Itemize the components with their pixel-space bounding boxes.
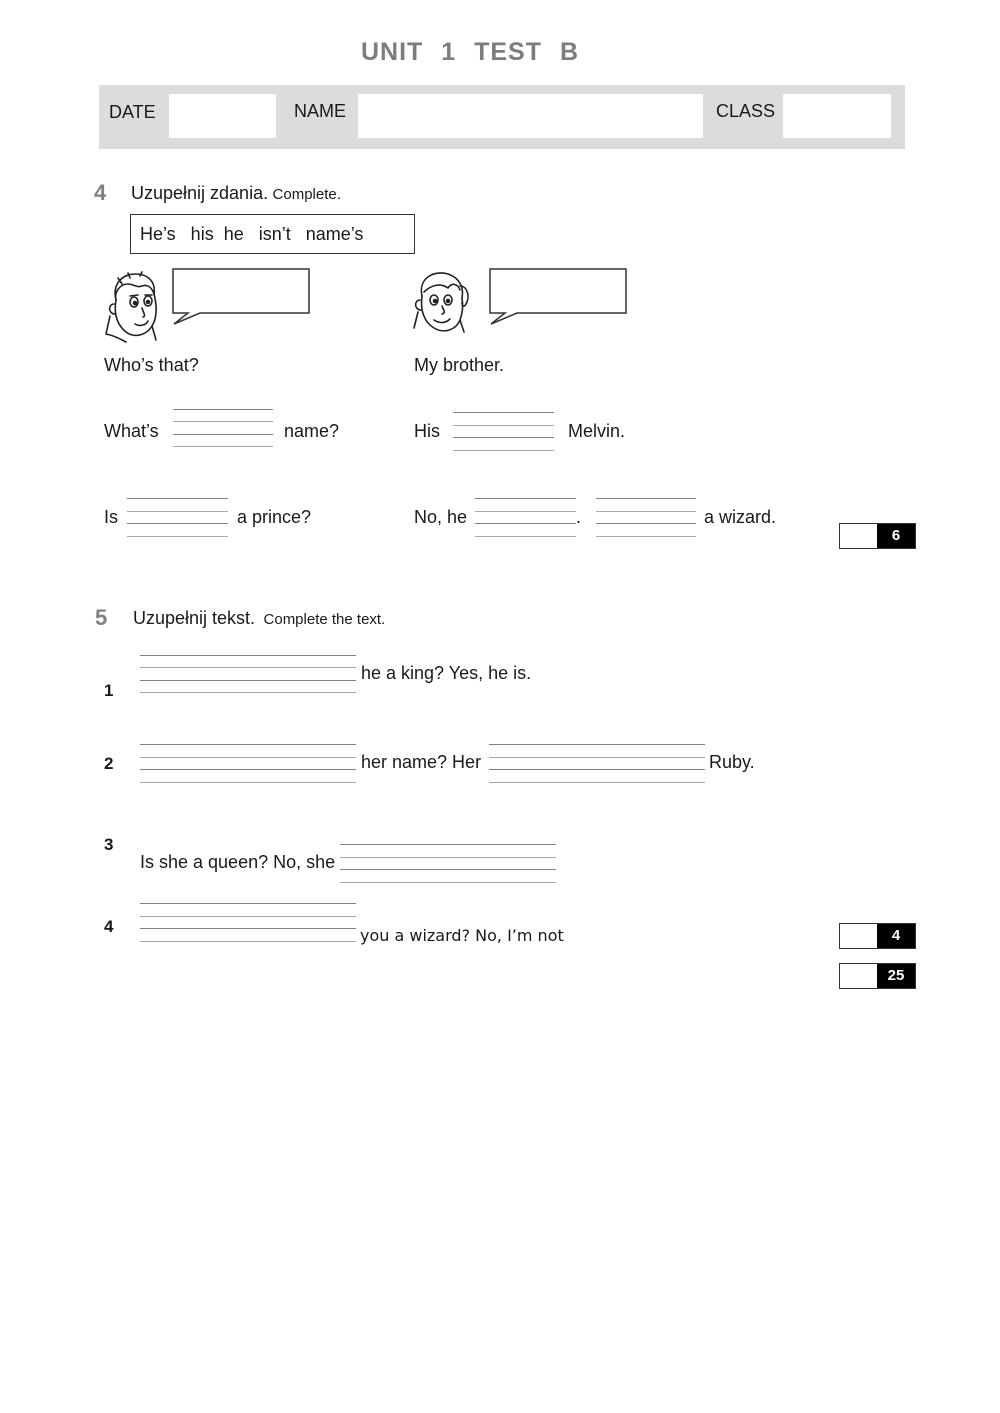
section-5-instruction-en: Complete the text. [263, 611, 386, 628]
name-label: NAME [294, 101, 347, 121]
answer-3-dot: . [576, 507, 582, 527]
item-number: 4 [104, 917, 114, 936]
section-5-instruction-pl: Uzupełnij tekst. [133, 608, 256, 628]
item-number: 3 [104, 835, 114, 854]
question-2-start: What’s [104, 421, 159, 441]
class-field[interactable] [783, 94, 891, 138]
answer-1: My brother. [414, 355, 505, 375]
item-2-text-end: Ruby. [709, 752, 755, 772]
class-label: CLASS [716, 101, 776, 121]
section-4-number: 4 [94, 180, 107, 205]
item-2-text-mid: her name? Her [361, 752, 482, 772]
boy-face-icon [102, 270, 164, 344]
answer-3-start: No, he [414, 507, 468, 527]
section-4-instruction-pl: Uzupełnij zdania. [131, 183, 269, 203]
answer-2-end: Melvin. [568, 421, 626, 441]
answer-2-start: His [414, 421, 440, 441]
item-3-text: Is she a queen? No, she [140, 852, 336, 872]
item-number: 1 [104, 681, 114, 700]
total-max: 25 [877, 964, 915, 988]
score-entry-field[interactable] [840, 524, 877, 548]
question-1: Who’s that? [104, 355, 199, 375]
date-field[interactable] [169, 94, 276, 138]
section-5-instruction [133, 608, 385, 629]
total-entry-field[interactable] [840, 964, 877, 988]
speech-bubble-icon [487, 267, 629, 327]
total-score-box [839, 963, 916, 989]
name-field[interactable] [358, 94, 703, 138]
question-2-end: name? [284, 421, 340, 441]
item-number: 2 [104, 754, 114, 773]
section-5-score-box [839, 923, 916, 949]
item-4-text: you a wizard? No, I’m not [360, 926, 564, 945]
speech-bubble-icon [170, 267, 312, 327]
section-4-instruction-en: Complete. [272, 186, 341, 203]
blank-a3-2[interactable] [596, 496, 696, 538]
score-max: 6 [877, 524, 915, 548]
girl-face-icon [410, 268, 474, 336]
page-title: UNIT 1 TEST B [360, 38, 579, 66]
score-entry-field[interactable] [840, 924, 877, 948]
blank-a3-1[interactable] [475, 496, 576, 538]
blank-q2[interactable] [173, 408, 273, 448]
blank-item-4[interactable] [140, 901, 356, 943]
date-label: DATE [109, 102, 156, 122]
section-4-instruction [131, 183, 341, 204]
answer-3-end: a wizard. [704, 507, 777, 527]
question-3-start: Is [104, 507, 119, 527]
item-1-text: he a king? Yes, he is. [361, 663, 532, 683]
blank-item-2-1[interactable] [140, 742, 356, 784]
question-3-end: a prince? [237, 507, 312, 527]
blank-a2[interactable] [453, 410, 554, 452]
section-4-score-box [839, 523, 916, 549]
blank-item-1[interactable] [140, 654, 356, 694]
score-max: 4 [877, 924, 915, 948]
blank-item-3[interactable] [340, 842, 556, 884]
word-bank: He’s his he isn’t name’s [130, 214, 415, 254]
blank-q3[interactable] [127, 496, 228, 538]
blank-item-2-2[interactable] [489, 742, 705, 784]
section-5-number: 5 [95, 605, 108, 630]
